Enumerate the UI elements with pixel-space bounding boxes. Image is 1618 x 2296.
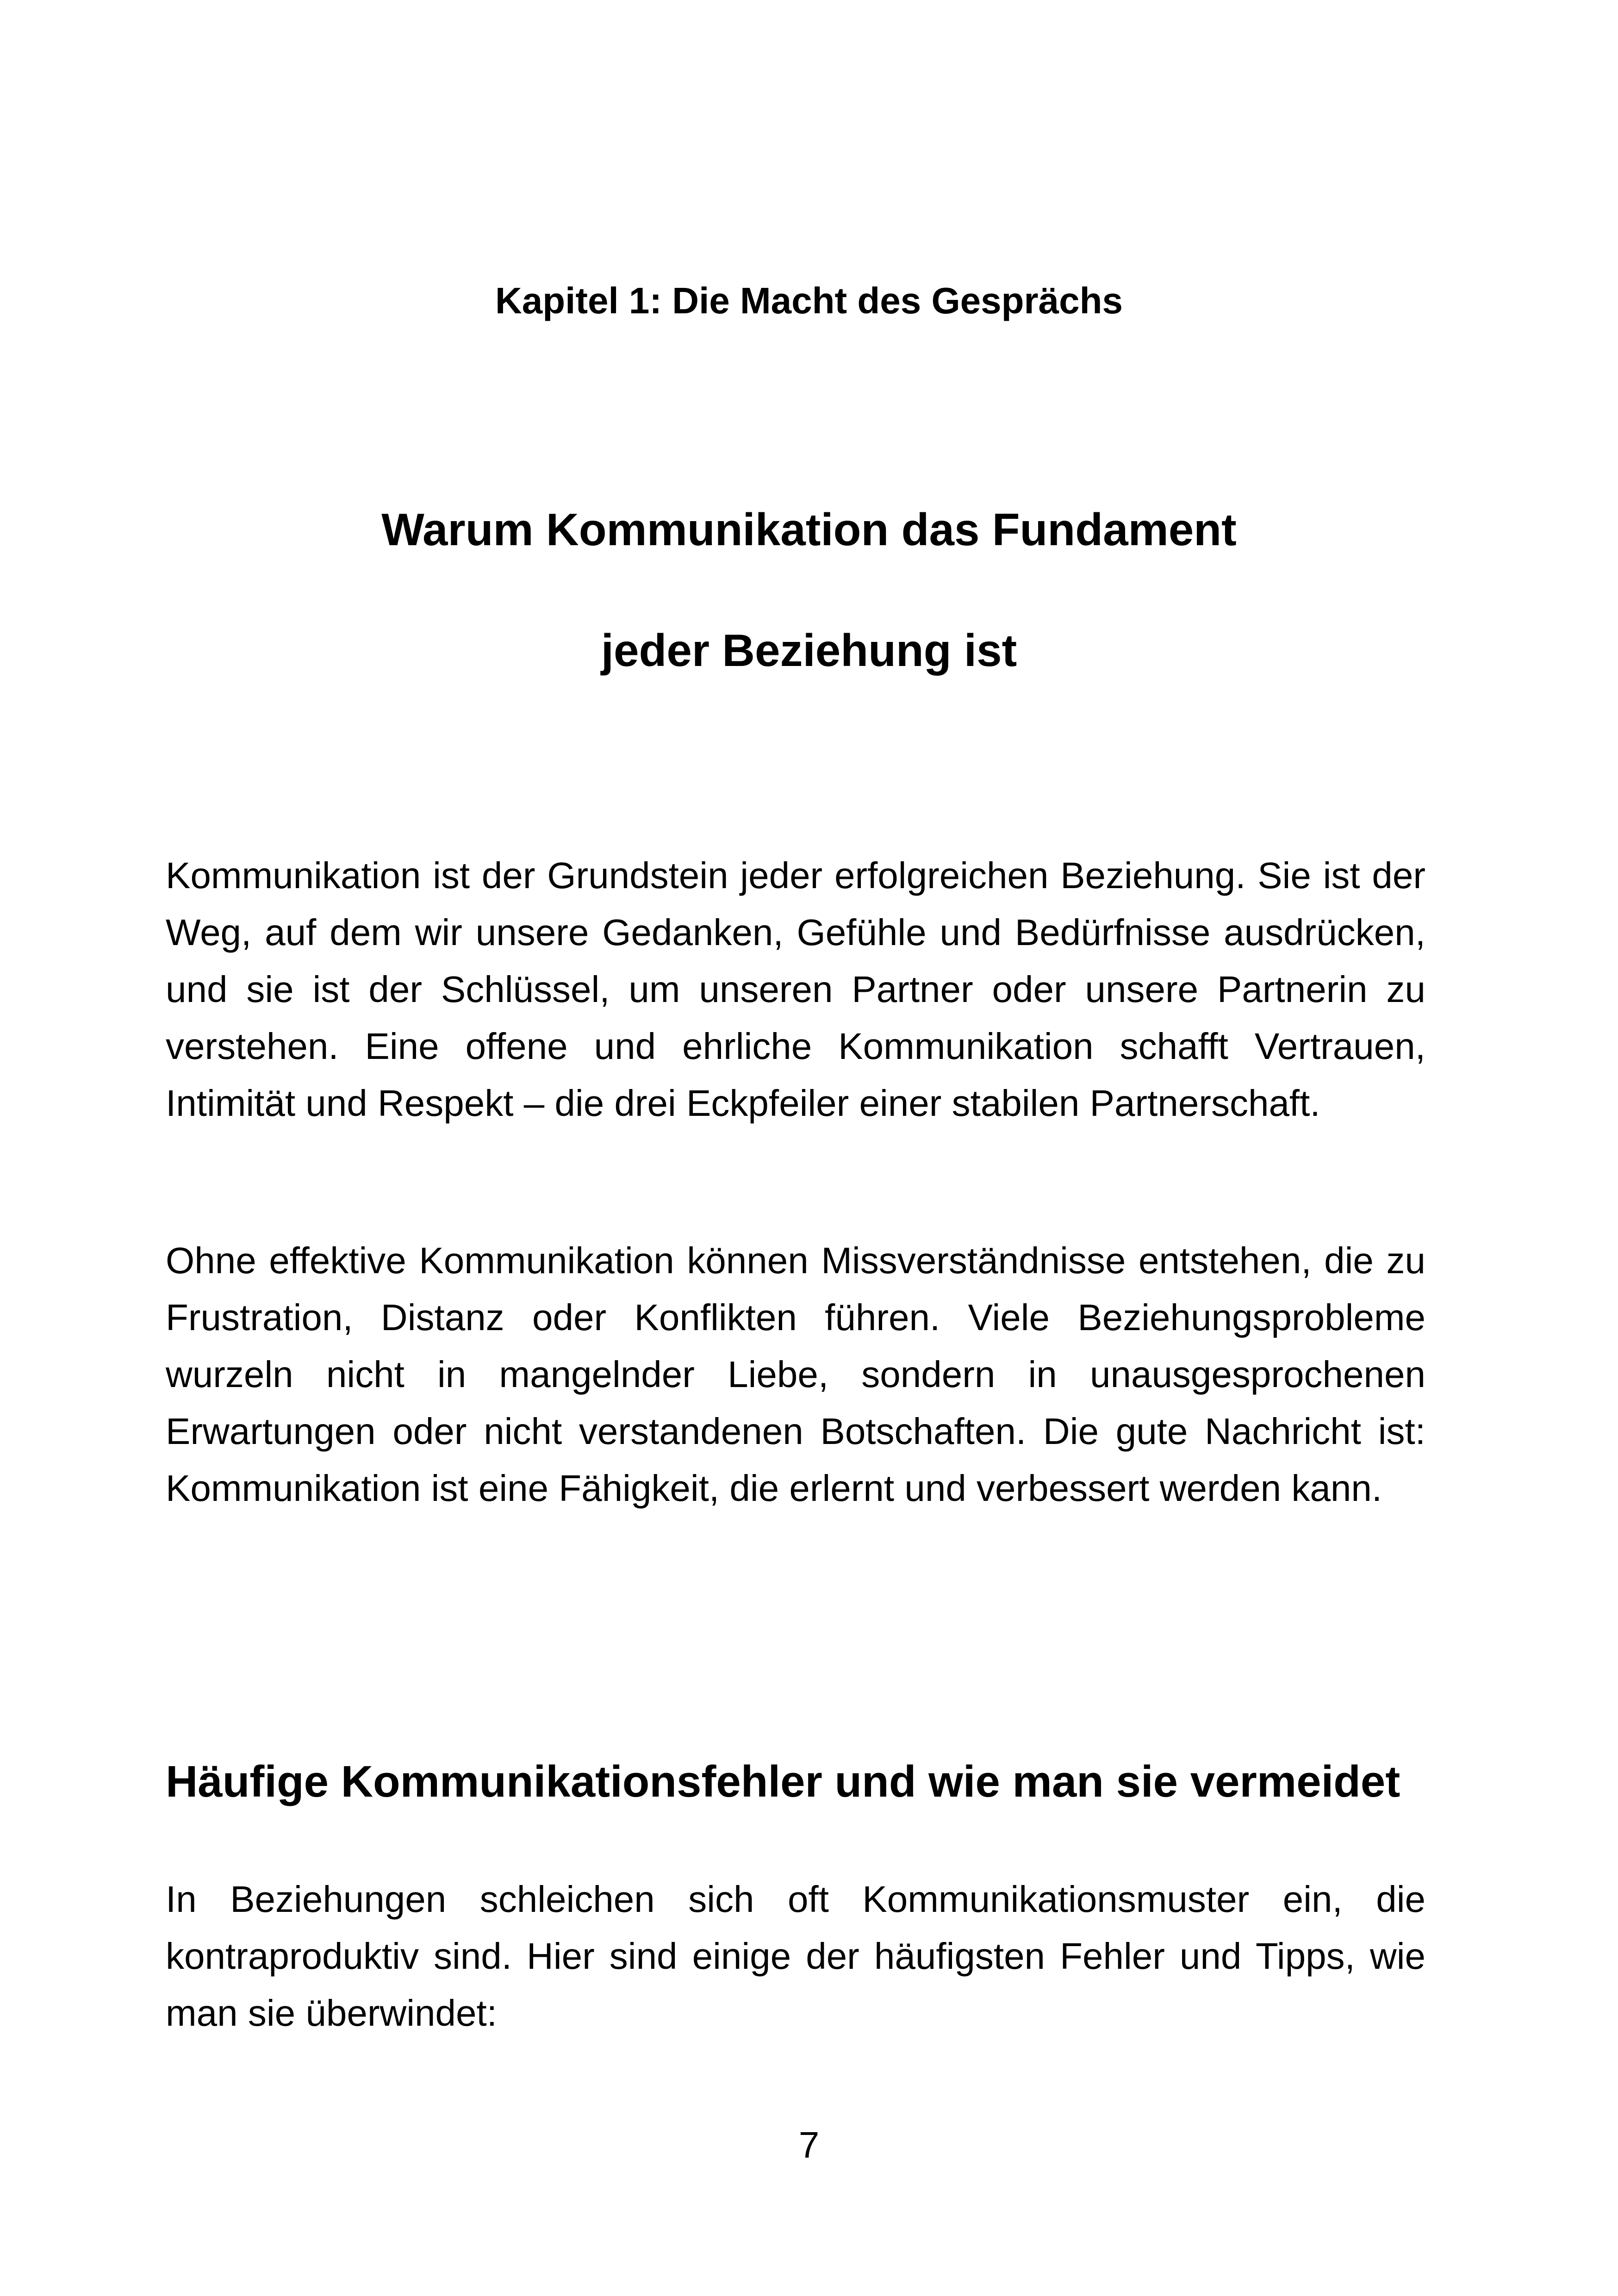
chapter-title: Kapitel 1: Die Macht des Gesprächs: [495, 280, 1123, 321]
section-title-line-2: jeder Beziehung ist: [601, 625, 1017, 676]
body-paragraph-3: In Beziehungen schleichen sich oft Kommunikationsmuster ein, die kontraproduktiv sind. Hier sind einige der häufigsten Fehler und Tipps, wie man sie überwindet:: [166, 1879, 1425, 2034]
body-paragraph-1: Kommunikation ist der Grundstein jeder erfolgreichen Beziehung. Sie ist der Weg, auf dem wir unsere Gedanken, Gefühle und Bedürfnisse ausdrücken, und sie ist der Schlüssel, um unseren Partner oder unsere Partnerin zu verstehen. Eine offene und ehrliche Kommunikation schafft Vertrauen, Intimität und Respekt – die drei Eckpfeiler einer stabilen Partnerschaft.: [166, 855, 1425, 1124]
body-paragraph-2: Ohne effektive Kommunikation können Missverständnisse entstehen, die zu Frustration, Distanz oder Konflikten führen. Viele Beziehungsprobleme wurzeln nicht in mangelnder Liebe, sondern in unausgesprochenen Erwartungen oder nicht verstandenen Botschaften. Die gute Nachricht ist: Kommunikation ist eine Fähigkeit, die erlernt und verbessert werden kann.: [166, 1240, 1425, 1509]
subsection-heading: Häufige Kommunikationsfehler und wie man sie vermeidet: [166, 1757, 1400, 1806]
section-title-line-1: Warum Kommunikation das Fundament: [381, 504, 1237, 555]
page-number: 7: [798, 2124, 820, 2165]
